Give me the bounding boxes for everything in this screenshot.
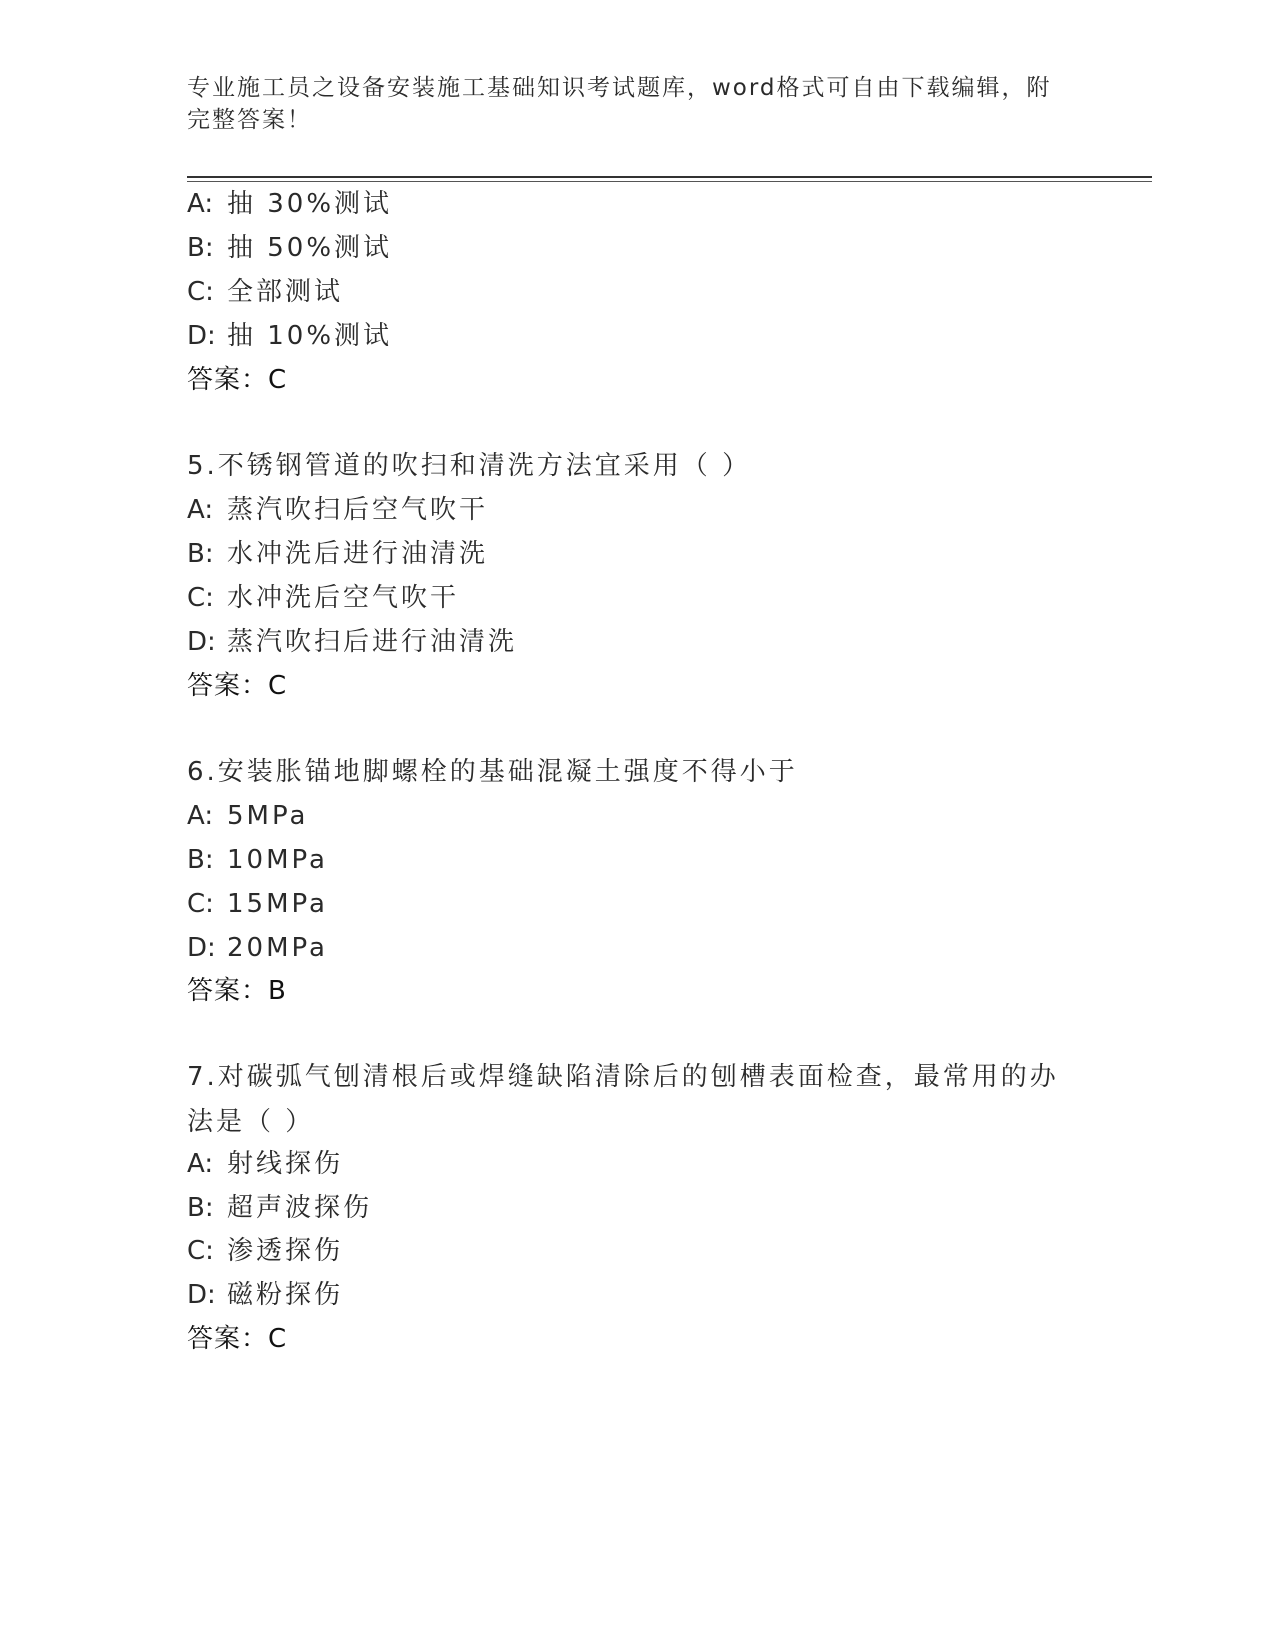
option-text: 10MPa [227, 845, 328, 875]
option-d [187, 1279, 343, 1311]
option-letter: A: [187, 189, 214, 219]
option-letter: D: [187, 1280, 216, 1310]
option-letter: B: [187, 1193, 214, 1223]
option-letter: A: [187, 801, 214, 831]
option-text: 渗透探伤 [227, 1236, 344, 1266]
option-letter: C: [187, 889, 214, 919]
option-text: 磁粉探伤 [227, 1280, 344, 1310]
option-c [187, 888, 328, 920]
option-text: 射线探伤 [227, 1149, 344, 1179]
option-a [187, 1148, 343, 1180]
option-text: 抽 30%测试 [227, 189, 393, 219]
option-letter: B: [187, 233, 214, 263]
option-text: 蒸汽吹扫后进行油清洗 [227, 627, 518, 657]
question-stem: 6.安装胀锚地脚螺栓的基础混凝土强度不得小于 [187, 757, 798, 787]
option-a [187, 494, 488, 526]
option-text: 抽 50%测试 [227, 233, 393, 263]
option-b [187, 538, 488, 570]
option-letter: C: [187, 583, 214, 613]
option-b [187, 1192, 372, 1224]
header-divider-thin [187, 181, 1152, 182]
header-divider [187, 176, 1152, 178]
option-a [187, 188, 392, 220]
option-c [187, 582, 459, 614]
question-stem: 7.对碳弧气刨清根后或焊缝缺陷清除后的刨槽表面检查，最常用的办法是（ ） [187, 1062, 1059, 1137]
option-d [187, 626, 517, 658]
option-text: 15MPa [227, 889, 328, 919]
option-text: 20MPa [227, 933, 328, 963]
option-letter: A: [187, 1149, 214, 1179]
option-d [187, 932, 328, 964]
option-c [187, 1235, 343, 1267]
option-letter: C: [187, 1236, 214, 1266]
option-d [187, 320, 392, 352]
option-letter: D: [187, 933, 216, 963]
option-c [187, 276, 343, 308]
answer-line: 答案：C [187, 365, 288, 395]
option-a [187, 800, 308, 832]
option-letter: B: [187, 539, 214, 569]
option-letter: D: [187, 321, 216, 351]
answer-line: 答案：C [187, 1324, 288, 1354]
option-b [187, 232, 392, 264]
option-text: 超声波探伤 [227, 1193, 373, 1223]
answer-line: 答案：C [187, 671, 288, 701]
option-text: 抽 10%测试 [227, 321, 393, 351]
question-stem: 5.不锈钢管道的吹扫和清洗方法宜采用（ ） [187, 451, 752, 481]
option-text: 蒸汽吹扫后空气吹干 [227, 495, 489, 525]
option-text: 水冲洗后空气吹干 [227, 583, 460, 613]
option-letter: C: [187, 277, 214, 307]
option-letter: D: [187, 627, 216, 657]
option-text: 水冲洗后进行油清洗 [227, 539, 489, 569]
option-text: 全部测试 [227, 277, 344, 307]
option-letter: B: [187, 845, 214, 875]
option-text: 5MPa [227, 801, 309, 831]
answer-line: 答案：B [187, 976, 287, 1006]
document-header: 专业施工员之设备安装施工基础知识考试题库，word格式可自由下载编辑，附完整答案！ [187, 75, 1052, 133]
option-b [187, 844, 328, 876]
option-letter: A: [187, 495, 214, 525]
